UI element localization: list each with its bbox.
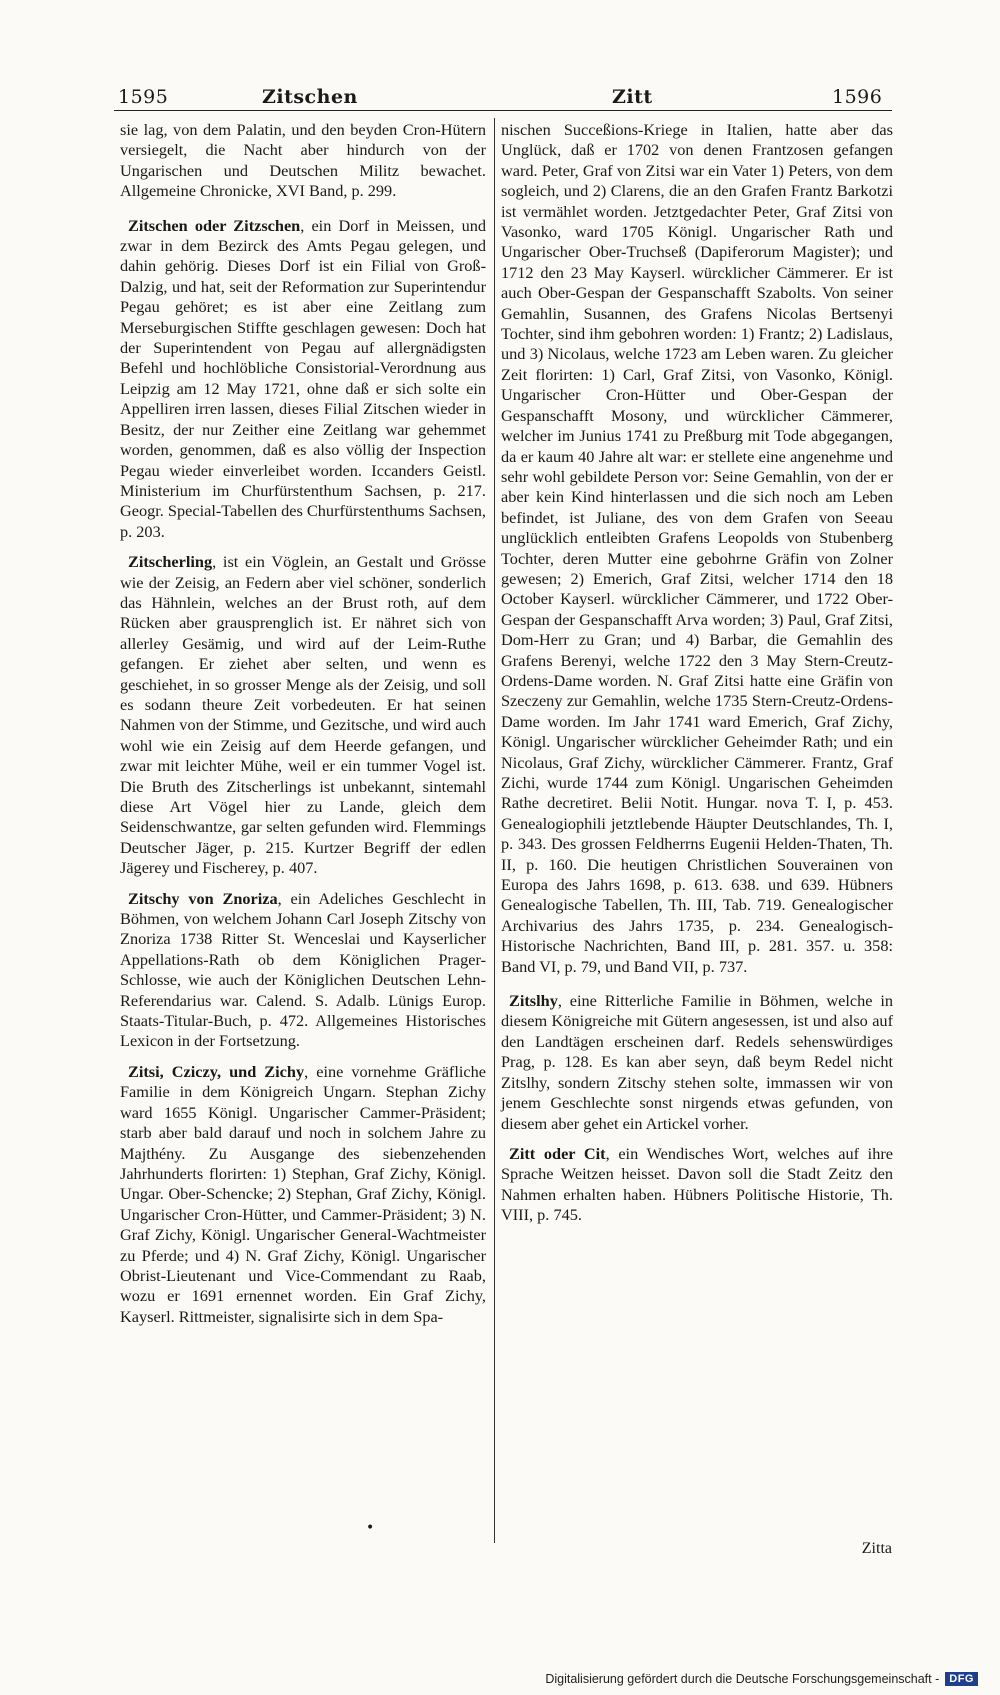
entry-text: , ein Dorf in Meissen, und zwar in dem Bezirck des Amts Pegau gelegen, und dahin gehörig. Dieses Dorf ist ein Filial von Groß-Dalzig, und hat, seit der Reformation zur Superintendur Pegau gehöret; es ist aber eine Zeitlang zum Merseburgischen Stiffte geschlagen gewesen: Doch hat der Superintendent von Pegau auf allergnädigsten Befehl und hochlöbliche Consistorial-Verordnung aus Leipzig am 12 May 1721, ohne daß er sich solte ein Appelliren irren lassen, dieses Filial Zitschen wieder in Besitz, der nur Zeither eine Zeitlang war gehemmet worden, genommen, daß es also völlig der Inspection Pegau wieder einverleibet worden. Iccanders Geistl. Ministerium im Churfürstenthum Sachsen, p. 217. Geogr. Special-Tabellen des Churfürstenthums Sachsen, p. 203. [120,215,487,541]
left-continuation-paragraph: sie lag, von dem Palatin, und den beyden Cron-Hütern versiegelt, die Nacht aber hindurch von der Ungarischen und Deutschen Militz bewachet. Allgemeine Chronicke, XVI Band, p. 299. [120,120,486,201]
entry-zitschen [120,216,486,543]
page-number-left: 1595 [118,86,169,108]
entry-keyword: Zitscherling [128,552,213,572]
entry-keyword: Zitschen oder Zitzschen [128,215,301,235]
entry-text: , eine vornehme Gräfliche Familie in dem Königreich Ungarn. Stephan Zichy ward 1655 Königl. Ungarischer Cammer-Präsident; starb aber bald darauf und noch in solchem Jahre zu Majthény. Zu Ausgange des siebenzehenden Jahrhunderts florirten: 1) Stephan, Graf Zichy, Königl. Ungar. Ober-Schencke; 2) Stephan, Graf Zichy, Königl. Ungarischer Cron-Hütter, und Cammer-Präsident; 3) N. Graf Zichy, Königl. Ungarischer General-Wachtmeister zu Pferde; und 4) N. Graf Zichy, Königl. Ungarischer Obrist-Lieutenant und Vice-Commendant zu Raab, wozu er 1691 ernennet worden. Ein Graf Zichy, Kayserl. Rittmeister, signalisirte sich in dem Spa- [120,1061,486,1326]
entry-text: , ist ein Vöglein, an Gestalt und Grösse wie der Zeisig, an Federn aber viel schöner, sonderlich das Hähnlein, welches an der Brust roth, auf dem Rücken aber grausprenglich ist. Er nähret sich von allerley Gesämig, und wird auf der Leim-Ruthe gefangen. Er ziehet aber selten, und wenn es geschiehet, in so grosser Menge als der Zeisig, und soll es sodann theure Zeit vorbedeuten. Er hat seinen Nahmen von der Stimme, und Gezitsche, und wird auch wohl wie ein Zeisig auf dem Heerde gefangen, und zwar mit leichter Mühe, weil er ein tummer Vogel ist. Die Bruth des Zitscherlings ist unbekannt, sintemahl diese Art Vögel hier zu Lande, gleich dem Seidenschwantze, gar selten gefunden wird. Flemmings Deutscher Jäger, p. 215. Kurtzer Begriff der edlen Jägerey und Fischerey, p. 407. [120,552,486,878]
page-number-right: 1596 [832,86,883,108]
entry-text: , ein Adeliches Geschlecht in Böhmen, von welchem Johann Carl Joseph Zitschy von Znoriza 1738 Ritter St. Wenceslai und Kayserlicher Appellations-Rath ob dem Königlichen Prager-Schlosse, wie auch der Königlichen Deutschen Lehn-Referendarius war. Calend. S. Adalb. Lünigs Europ. Staats-Titular-Buch, p. 472. Allgemeines Historisches Lexicon in der Fortsetzung. [120,888,487,1051]
entry-zitscherling [120,552,486,879]
entry-keyword: Zitschy von Znoriza [128,888,278,908]
entry-text: , ein Wendisches Wort, welches auf ihre Sprache Weitzen heisset. Davon soll die Stadt Zeitz den Nahmen erhalten haben. Hübners Politische Historie, Th. VIII, p. 745. [501,1143,893,1225]
header-rule [114,110,892,111]
left-column [120,120,486,1337]
running-title-left: Zitschen [262,86,358,108]
right-continuation-paragraph: nischen Succeßions-Kriege in Italien, hatte aber das Unglück, daß er 1702 von denen Frantzosen gefangen ward. Peter, Graf von Zitsi war ein Vater 1) Peters, von dem sogleich, und 2) Clarens, die an den Grafen Frantz Barkotzi ist vermählet worden. Jetztgedachter Peter, Graf Zitsi von Vasonko, ward 1705 Königl. Ungarischer Rath und Ungarischer Ober-Truchseß (Dapiferorum Magister); und 1712 den 23 May Kayserl. würcklicher Cämmerer. Er ist auch Ober-Gespan der Gespanschafft Szabolts. Von seiner Gemahlin, Susannen, des Grafens Nicolas Bertsenyi Tochter, sind ihm gebohren worden: 1) Frantz; 2) Ladislaus, und 3) Nicolaus, welche 1723 am Leben waren. Zu gleicher Zeit florirten: 1) Carl, Graf Zitsi, von Vasonko, Königl. Ungarischer Cron-Hütter und Ober-Gespan der Gespanschafft Mosony, und würcklicher Cämmerer, welcher im Junius 1741 zu Preßburg mit Tode abgegangen, da er kaum 40 Jahre alt war: er stellete eine angenehme und sehr wohl gebildete Person vor: Seine Gemahlin, von der er aber kein Kind hinterlassen und die sich noch am Leben befindet, ist Juliane, des von dem Grafen von Seeau unglücklich entleibten Grafens Leopolds von Stubenberg Tochter, deren Mutter eine gebohrne Gräfin von Zolner gewesen; 2) Emerich, Graf Zitsi, welcher 1714 den 18 October Kayserl. würcklicher Cämmerer, und 1722 Ober-Gespan der Gespanschafft Arva worden; 3) Paul, Graf Zitsi, Dom-Herr zu Gran; und 4) Barbar, die Gemahlin des Grafens Berenyi, welche 1722 den 3 May Stern-Creutz-Ordens-Dame worden. N. Graf Zitsi hatte eine Gräfin von Szeczeny zur Gemahlin, welche 1735 Stern-Creutz-Ordens-Dame worden. Im Jahr 1741 ward Emerich, Graf Zichy, Königl. Ungarischer würcklicher Geheimder Rath; und ein Nicolaus, Graf Zichy, würcklicher Cämmerer. Frantz, Graf Zichi, wurde 1744 zum Königl. Ungarischen Geheimden Rathe decretiret. Belii Notit. Hungar. nova T. I, p. 453. Genealogiophili jetztlebende Häupter Deutschlandes, Th. I, p. 343. Des grossen Feldherrns Eugenii Helden-Thaten, Th. II, p. 160. Die heutigen Christlichen Souverainen von Europa des Jahrs 1698, p. 613. 638. und 639. Hübners Genealogische Tabellen, Th. III, Tab. 719. Genealogischer Archivarius des Jahrs 1735, p. 234. Genealogisch-Historische Nachrichten, Band III, p. 281. 357. u. 358: Band VI, p. 79, und Band VII, p. 737. [501,120,893,976]
dfg-logo-icon: DFG [945,1672,978,1686]
catchword: Zitta [861,1540,892,1557]
entry-keyword: Zitslhy [509,991,558,1011]
printer-mark: • [366,1520,375,1536]
entry-zitslhy [501,991,893,1134]
entry-zitsi [120,1062,486,1327]
right-column [501,120,893,1236]
entry-zitschy [120,889,486,1052]
column-divider [494,118,495,1543]
footer-text: Digitalisierung gefördert durch die Deutsche Forschungsgemeinschaft - [545,1672,940,1686]
running-title-right: Zitt [612,86,653,108]
entry-zitt [501,1144,893,1226]
entry-keyword: Zitsi, Cziczy, und Zichy [128,1061,305,1081]
entry-text: , eine Ritterliche Familie in Böhmen, welche in diesem Königreiche mit Gütern angesessen, ist und also auf den Landtägen erscheinen darf. Redels sehenswürdiges Prag, p. 128. Es kan aber seyn, daß beym Redel nicht Zitslhy, sondern Zitschy stehen solte, immassen wir von jenem Geschlechte sonst nirgends etwas gefunden, von diesem aber gehet ein Artickel vorher. [501,991,893,1133]
entry-keyword: Zitt oder Cit [509,1143,606,1163]
digitization-footer [545,1672,978,1686]
